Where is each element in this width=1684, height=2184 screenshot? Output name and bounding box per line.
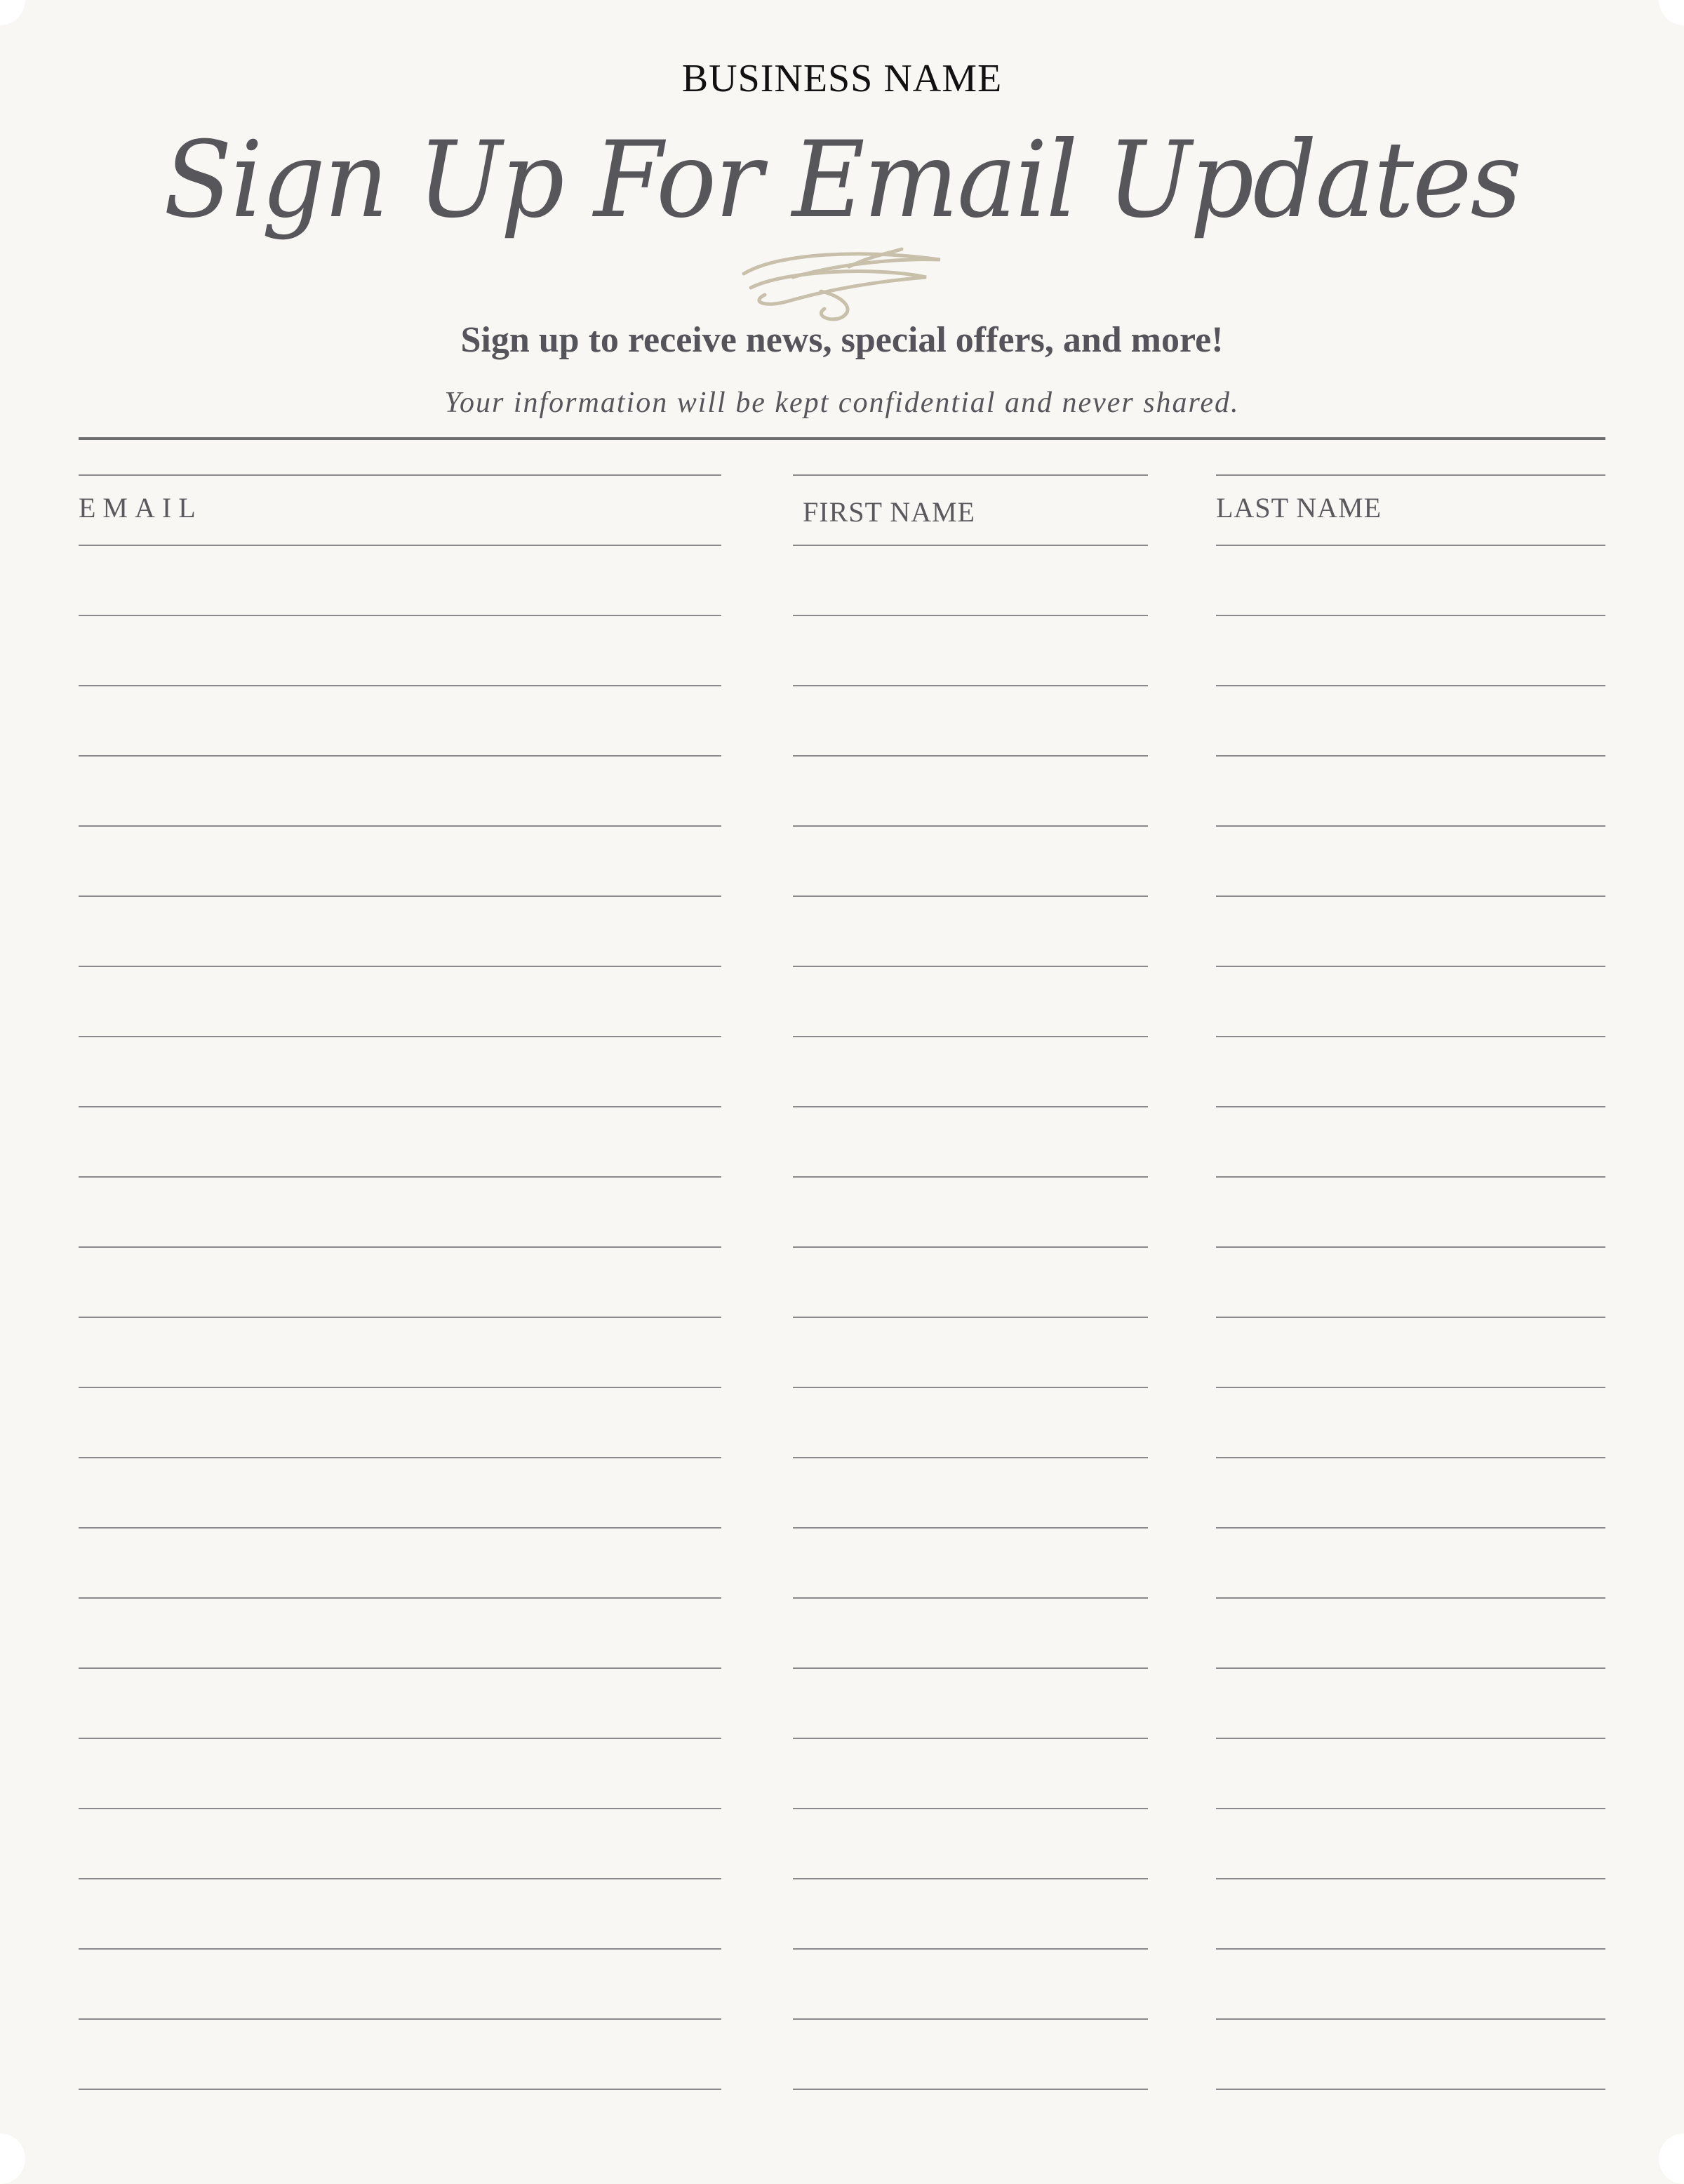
corner-notch-top-right (1659, 0, 1684, 25)
last-name-entry-line[interactable] (1216, 1527, 1605, 1529)
first-name-entry-line[interactable] (793, 2018, 1148, 2020)
email-entry-line[interactable] (79, 2089, 721, 2090)
page-title: Sign Up For Email Updates (163, 119, 1521, 241)
first-name-column-label: FIRST NAME (803, 496, 975, 528)
last-name-entry-line[interactable] (1216, 1667, 1605, 1669)
first-name-entry-line[interactable] (793, 1808, 1148, 1809)
first-name-entry-line[interactable] (793, 825, 1148, 827)
email-entry-line[interactable] (79, 1948, 721, 1950)
email-entry-line[interactable] (79, 1667, 721, 1669)
last-name-entry-line[interactable] (1216, 1036, 1605, 1037)
email-entry-line[interactable] (79, 1317, 721, 1318)
email-entry-line[interactable] (79, 1527, 721, 1529)
email-entry-line[interactable] (79, 825, 721, 827)
email-column-label: EMAIL (79, 492, 203, 524)
email-entry-line[interactable] (79, 1176, 721, 1178)
corner-notch-top-left (0, 0, 25, 25)
email-entry-line[interactable] (79, 1808, 721, 1809)
last-name-header-rule (1216, 545, 1605, 546)
flourish-ornament-icon (737, 246, 947, 323)
last-name-entry-line[interactable] (1216, 1317, 1605, 1318)
first-name-entry-line[interactable] (793, 1036, 1148, 1037)
header-divider (79, 437, 1605, 440)
last-name-entry-line[interactable] (1216, 1106, 1605, 1107)
first-name-entry-line[interactable] (793, 1527, 1148, 1529)
email-entry-line[interactable] (79, 1738, 721, 1739)
last-name-entry-line[interactable] (1216, 1387, 1605, 1388)
first-name-entry-line[interactable] (793, 1387, 1148, 1388)
first-name-entry-line[interactable] (793, 2089, 1148, 2090)
email-header-top-rule (79, 474, 721, 476)
email-entry-line[interactable] (79, 1597, 721, 1599)
first-name-entry-line[interactable] (793, 1317, 1148, 1318)
last-name-column-label: LAST NAME (1216, 492, 1382, 524)
last-name-entry-line[interactable] (1216, 1246, 1605, 1248)
first-name-entry-line[interactable] (793, 615, 1148, 616)
email-entry-line[interactable] (79, 1878, 721, 1879)
email-entry-line[interactable] (79, 1457, 721, 1458)
last-name-entry-line[interactable] (1216, 895, 1605, 897)
email-entry-line[interactable] (79, 755, 721, 757)
first-name-header-top-rule (793, 474, 1148, 476)
last-name-entry-line[interactable] (1216, 615, 1605, 616)
last-name-entry-line[interactable] (1216, 2089, 1605, 2090)
first-name-entry-line[interactable] (793, 1738, 1148, 1739)
first-name-entry-line[interactable] (793, 966, 1148, 967)
first-name-entry-line[interactable] (793, 1246, 1148, 1248)
business-name: BUSINESS NAME (681, 57, 1003, 100)
last-name-entry-line[interactable] (1216, 1176, 1605, 1178)
email-entry-line[interactable] (79, 966, 721, 967)
email-entry-line[interactable] (79, 1106, 721, 1107)
first-name-entry-line[interactable] (793, 1878, 1148, 1879)
email-entry-line[interactable] (79, 2018, 721, 2020)
email-entry-line[interactable] (79, 685, 721, 686)
first-name-entry-line[interactable] (793, 1948, 1148, 1950)
first-name-header-rule (793, 545, 1148, 546)
first-name-entry-line[interactable] (793, 1667, 1148, 1669)
last-name-entry-line[interactable] (1216, 1738, 1605, 1739)
last-name-entry-line[interactable] (1216, 685, 1605, 686)
email-entry-line[interactable] (79, 895, 721, 897)
last-name-entry-line[interactable] (1216, 1878, 1605, 1879)
last-name-entry-line[interactable] (1216, 1948, 1605, 1950)
email-entry-line[interactable] (79, 1387, 721, 1388)
first-name-entry-line[interactable] (793, 1457, 1148, 1458)
last-name-entry-line[interactable] (1216, 755, 1605, 757)
email-entry-line[interactable] (79, 615, 721, 616)
last-name-entry-line[interactable] (1216, 1597, 1605, 1599)
first-name-entry-line[interactable] (793, 755, 1148, 757)
email-header-rule (79, 545, 721, 546)
last-name-entry-line[interactable] (1216, 1808, 1605, 1809)
first-name-entry-line[interactable] (793, 895, 1148, 897)
corner-notch-bottom-left (0, 2133, 25, 2184)
first-name-entry-line[interactable] (793, 685, 1148, 686)
first-name-entry-line[interactable] (793, 1106, 1148, 1107)
last-name-entry-line[interactable] (1216, 825, 1605, 827)
email-entry-line[interactable] (79, 1036, 721, 1037)
last-name-entry-line[interactable] (1216, 1457, 1605, 1458)
last-name-entry-line[interactable] (1216, 2018, 1605, 2020)
confidentiality-note: Your information will be kept confidential and never shared. (444, 387, 1240, 419)
subtitle: Sign up to receive news, special offers, and more! (460, 320, 1224, 360)
first-name-entry-line[interactable] (793, 1597, 1148, 1599)
first-name-entry-line[interactable] (793, 1176, 1148, 1178)
corner-notch-bottom-right (1659, 2133, 1684, 2184)
last-name-header-top-rule (1216, 474, 1605, 476)
email-entry-line[interactable] (79, 1246, 721, 1248)
last-name-entry-line[interactable] (1216, 966, 1605, 967)
